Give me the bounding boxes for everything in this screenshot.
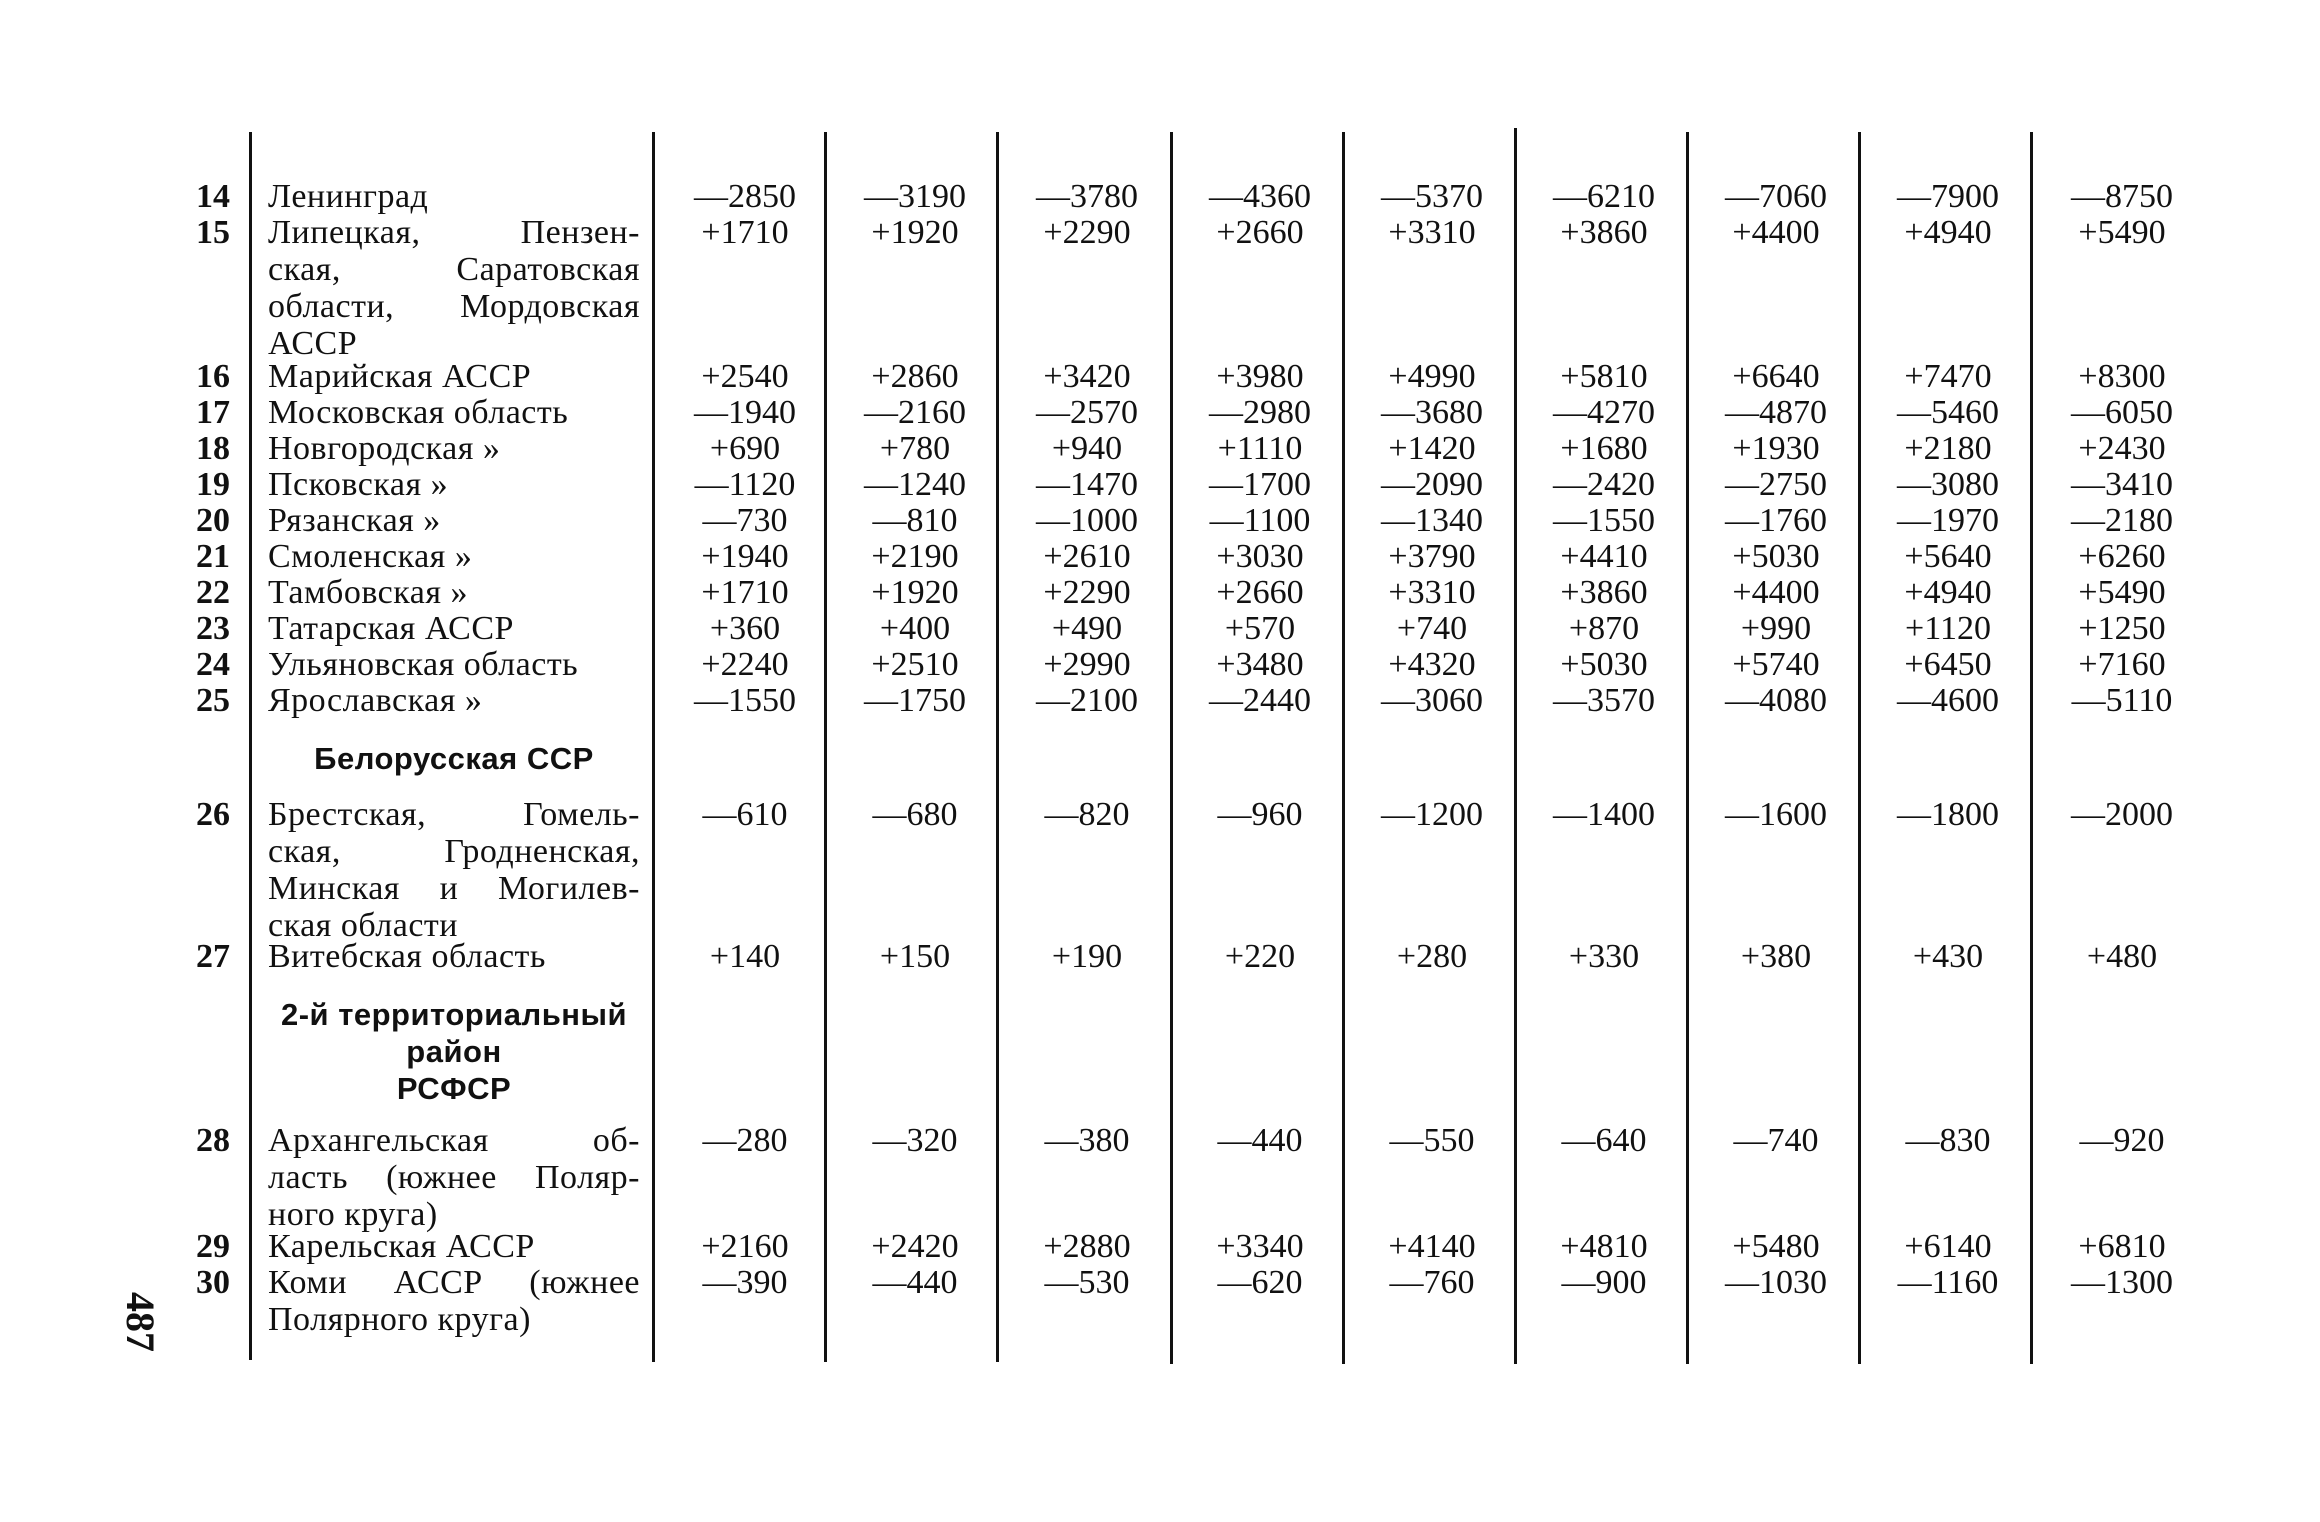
value-cell: —4600 bbox=[1897, 682, 1999, 719]
value-cell: +3860 bbox=[1560, 574, 1648, 611]
value-cell: +480 bbox=[2086, 938, 2158, 975]
value-cell: —2160 bbox=[864, 394, 966, 431]
value-cell: +140 bbox=[709, 938, 781, 975]
region-name bbox=[268, 502, 640, 539]
value-cell: —680 bbox=[872, 796, 958, 833]
region-name-line: Полярного круга) bbox=[268, 1301, 531, 1338]
value-cell: +2180 bbox=[1904, 430, 1992, 467]
value-cell: +2660 bbox=[1216, 214, 1304, 251]
section-heading bbox=[268, 996, 640, 1107]
value-cell: +2540 bbox=[701, 358, 789, 395]
value-cell: —1470 bbox=[1036, 466, 1138, 503]
row-number: 24 bbox=[196, 646, 230, 683]
value-cell: +7160 bbox=[2078, 646, 2166, 683]
value-cell: +6810 bbox=[2078, 1228, 2166, 1265]
value-cell: —2180 bbox=[2071, 502, 2173, 539]
value-cell: +740 bbox=[1396, 610, 1468, 647]
section-heading-line: Белорусская ССР bbox=[314, 741, 594, 776]
value-cell: +4140 bbox=[1388, 1228, 1476, 1265]
value-cell: —2570 bbox=[1036, 394, 1138, 431]
region-name-line: ская области bbox=[268, 907, 458, 944]
region-name bbox=[268, 682, 640, 719]
value-cell: +2660 bbox=[1216, 574, 1304, 611]
value-cell: —920 bbox=[2079, 1122, 2165, 1159]
value-cell: +1930 bbox=[1732, 430, 1820, 467]
value-cell: —550 bbox=[1389, 1122, 1475, 1159]
column-rule bbox=[1858, 132, 1861, 1364]
value-cell: —1200 bbox=[1381, 796, 1483, 833]
value-cell: —380 bbox=[1044, 1122, 1130, 1159]
value-cell: +5030 bbox=[1732, 538, 1820, 575]
value-cell: +190 bbox=[1051, 938, 1123, 975]
region-name bbox=[268, 538, 640, 575]
region-name-line: АССР bbox=[268, 325, 358, 362]
region-name-line: ласть (южнее Поляр- bbox=[268, 1159, 640, 1196]
value-cell: +3980 bbox=[1216, 358, 1304, 395]
column-rule bbox=[652, 132, 655, 1362]
value-cell: +5640 bbox=[1904, 538, 1992, 575]
row-number: 30 bbox=[196, 1264, 230, 1301]
value-cell: —2440 bbox=[1209, 682, 1311, 719]
value-cell: +5490 bbox=[2078, 574, 2166, 611]
region-name bbox=[268, 1122, 640, 1233]
region-name-line: Татарская АССР bbox=[268, 610, 514, 647]
region-name-line: Псковская » bbox=[268, 466, 449, 503]
region-name bbox=[268, 1264, 640, 1338]
region-name-line: ская, Гродненская, bbox=[268, 833, 640, 870]
value-cell: —1760 bbox=[1725, 502, 1827, 539]
value-cell: +400 bbox=[879, 610, 951, 647]
value-cell: —4270 bbox=[1553, 394, 1655, 431]
region-name bbox=[268, 646, 640, 683]
value-cell: +870 bbox=[1568, 610, 1640, 647]
section-heading-line: район bbox=[406, 1034, 502, 1069]
value-cell: —5460 bbox=[1897, 394, 1999, 431]
value-cell: +4410 bbox=[1560, 538, 1648, 575]
region-name-line: Липецкая, Пензен- bbox=[268, 214, 640, 251]
row-number: 15 bbox=[196, 214, 230, 251]
value-cell: +2420 bbox=[871, 1228, 959, 1265]
value-cell: —1240 bbox=[864, 466, 966, 503]
value-cell: +7470 bbox=[1904, 358, 1992, 395]
value-cell: +4400 bbox=[1732, 574, 1820, 611]
value-cell: —1340 bbox=[1381, 502, 1483, 539]
region-name bbox=[268, 610, 640, 647]
value-cell: +1250 bbox=[2078, 610, 2166, 647]
region-name bbox=[268, 358, 640, 395]
column-rule bbox=[824, 132, 827, 1362]
value-cell: +220 bbox=[1224, 938, 1296, 975]
value-cell: —2100 bbox=[1036, 682, 1138, 719]
value-cell: +8300 bbox=[2078, 358, 2166, 395]
value-cell: —830 bbox=[1905, 1122, 1991, 1159]
value-cell: —4080 bbox=[1725, 682, 1827, 719]
value-cell: —2000 bbox=[2071, 796, 2173, 833]
value-cell: —3570 bbox=[1553, 682, 1655, 719]
column-rule bbox=[1686, 132, 1689, 1364]
region-name-line: Минская и Могилев- bbox=[268, 870, 640, 907]
value-cell: +150 bbox=[879, 938, 951, 975]
value-cell: —640 bbox=[1561, 1122, 1647, 1159]
value-cell: +3790 bbox=[1388, 538, 1476, 575]
value-cell: —1550 bbox=[1553, 502, 1655, 539]
row-number: 22 bbox=[196, 574, 230, 611]
value-cell: —6050 bbox=[2071, 394, 2173, 431]
value-cell: +4990 bbox=[1388, 358, 1476, 395]
value-cell: +570 bbox=[1224, 610, 1296, 647]
value-cell: +1920 bbox=[871, 574, 959, 611]
value-cell: —440 bbox=[872, 1264, 958, 1301]
value-cell: —440 bbox=[1217, 1122, 1303, 1159]
region-name-line: ного круга) bbox=[268, 1196, 438, 1233]
row-number: 14 bbox=[196, 178, 230, 215]
value-cell: +280 bbox=[1396, 938, 1468, 975]
value-cell: —530 bbox=[1044, 1264, 1130, 1301]
value-cell: +780 bbox=[879, 430, 951, 467]
value-cell: —1750 bbox=[864, 682, 966, 719]
value-cell: —390 bbox=[702, 1264, 788, 1301]
row-number: 19 bbox=[196, 466, 230, 503]
region-name-line: Тамбовская » bbox=[268, 574, 469, 611]
value-cell: —2850 bbox=[694, 178, 796, 215]
region-name bbox=[268, 214, 640, 362]
value-cell: —2750 bbox=[1725, 466, 1827, 503]
value-cell: —8750 bbox=[2071, 178, 2173, 215]
value-cell: —900 bbox=[1561, 1264, 1647, 1301]
row-number: 20 bbox=[196, 502, 230, 539]
value-cell: —2420 bbox=[1553, 466, 1655, 503]
value-cell: —1600 bbox=[1725, 796, 1827, 833]
value-cell: +6140 bbox=[1904, 1228, 1992, 1265]
value-cell: —2090 bbox=[1381, 466, 1483, 503]
region-name bbox=[268, 938, 640, 975]
value-cell: +2240 bbox=[701, 646, 789, 683]
value-cell: +4400 bbox=[1732, 214, 1820, 251]
value-cell: —3680 bbox=[1381, 394, 1483, 431]
value-cell: +490 bbox=[1051, 610, 1123, 647]
row-number: 26 bbox=[196, 796, 230, 833]
value-cell: —320 bbox=[872, 1122, 958, 1159]
region-name-line: Рязанская » bbox=[268, 502, 441, 539]
value-cell: —810 bbox=[872, 502, 958, 539]
value-cell: +6260 bbox=[2078, 538, 2166, 575]
value-cell: +5740 bbox=[1732, 646, 1820, 683]
value-cell: —4870 bbox=[1725, 394, 1827, 431]
value-cell: +6640 bbox=[1732, 358, 1820, 395]
value-cell: +2860 bbox=[871, 358, 959, 395]
value-cell: +3030 bbox=[1216, 538, 1304, 575]
value-cell: +2430 bbox=[2078, 430, 2166, 467]
value-cell: —1400 bbox=[1553, 796, 1655, 833]
value-cell: +1120 bbox=[1905, 610, 1991, 647]
region-name bbox=[268, 796, 640, 944]
value-cell: —1120 bbox=[694, 466, 796, 503]
value-cell: +5490 bbox=[2078, 214, 2166, 251]
region-name-line: Коми АССР (южнее bbox=[268, 1264, 640, 1301]
column-rule bbox=[1342, 132, 1345, 1364]
value-cell: —1700 bbox=[1209, 466, 1311, 503]
value-cell: +3480 bbox=[1216, 646, 1304, 683]
value-cell: +5030 bbox=[1560, 646, 1648, 683]
value-cell: +4810 bbox=[1560, 1228, 1648, 1265]
value-cell: —1000 bbox=[1036, 502, 1138, 539]
value-cell: —7060 bbox=[1725, 178, 1827, 215]
value-cell: —3080 bbox=[1897, 466, 1999, 503]
value-cell: —6210 bbox=[1553, 178, 1655, 215]
value-cell: +4940 bbox=[1904, 214, 1992, 251]
value-cell: +5810 bbox=[1560, 358, 1648, 395]
region-name-line: Московская область bbox=[268, 394, 569, 431]
region-name bbox=[268, 394, 640, 431]
region-name-line: области, Мордовская bbox=[268, 288, 640, 325]
value-cell: —620 bbox=[1217, 1264, 1303, 1301]
row-number: 17 bbox=[196, 394, 230, 431]
value-cell: +1680 bbox=[1560, 430, 1648, 467]
value-cell: +360 bbox=[709, 610, 781, 647]
region-name-line: Марийская АССР bbox=[268, 358, 532, 395]
value-cell: —7900 bbox=[1897, 178, 1999, 215]
region-name bbox=[268, 1228, 640, 1265]
value-cell: —1160 bbox=[1897, 1264, 1999, 1301]
row-number: 16 bbox=[196, 358, 230, 395]
region-name bbox=[268, 178, 640, 215]
value-cell: —1800 bbox=[1897, 796, 1999, 833]
column-rule bbox=[1170, 132, 1173, 1364]
value-cell: —3410 bbox=[2071, 466, 2173, 503]
value-cell: +3340 bbox=[1216, 1228, 1304, 1265]
value-cell: —280 bbox=[702, 1122, 788, 1159]
value-cell: —610 bbox=[702, 796, 788, 833]
value-cell: —5370 bbox=[1381, 178, 1483, 215]
column-rule bbox=[1514, 128, 1517, 1364]
region-name-line: ская, Саратовская bbox=[268, 251, 640, 288]
row-number: 21 bbox=[196, 538, 230, 575]
row-number: 29 bbox=[196, 1228, 230, 1265]
value-cell: —1300 bbox=[2071, 1264, 2173, 1301]
value-cell: +3310 bbox=[1388, 574, 1476, 611]
value-cell: +2160 bbox=[701, 1228, 789, 1265]
value-cell: +1940 bbox=[701, 538, 789, 575]
value-cell: —1100 bbox=[1209, 502, 1311, 539]
value-cell: +3420 bbox=[1043, 358, 1131, 395]
value-cell: +1110 bbox=[1217, 430, 1303, 467]
value-cell: —3060 bbox=[1381, 682, 1483, 719]
section-heading-line: 2-й территориальный bbox=[280, 997, 628, 1032]
value-cell: +2510 bbox=[871, 646, 959, 683]
region-name-line: Карельская АССР bbox=[268, 1228, 535, 1265]
value-cell: —1940 bbox=[694, 394, 796, 431]
row-number: 28 bbox=[196, 1122, 230, 1159]
value-cell: +5480 bbox=[1732, 1228, 1820, 1265]
value-cell: —1030 bbox=[1725, 1264, 1827, 1301]
value-cell: +1920 bbox=[871, 214, 959, 251]
region-name bbox=[268, 574, 640, 611]
value-cell: —5110 bbox=[2071, 682, 2173, 719]
region-name bbox=[268, 466, 640, 503]
value-cell: —3190 bbox=[864, 178, 966, 215]
value-cell: —2980 bbox=[1209, 394, 1311, 431]
column-rule bbox=[2030, 132, 2033, 1364]
value-cell: +690 bbox=[709, 430, 781, 467]
row-number: 25 bbox=[196, 682, 230, 719]
value-cell: +2290 bbox=[1043, 214, 1131, 251]
value-cell: +2290 bbox=[1043, 574, 1131, 611]
value-cell: +2880 bbox=[1043, 1228, 1131, 1265]
section-heading bbox=[268, 740, 640, 777]
region-name-line: Смоленская » bbox=[268, 538, 473, 575]
row-number: 18 bbox=[196, 430, 230, 467]
column-rule bbox=[249, 132, 252, 1360]
region-name-line: Ярославская » bbox=[268, 682, 483, 719]
region-name-line: Новгородская » bbox=[268, 430, 501, 467]
column-rule bbox=[996, 132, 999, 1362]
value-cell: +1710 bbox=[701, 214, 789, 251]
page-number: 487 bbox=[118, 1292, 163, 1352]
value-cell: +2990 bbox=[1043, 646, 1131, 683]
value-cell: +430 bbox=[1912, 938, 1984, 975]
value-cell: +3310 bbox=[1388, 214, 1476, 251]
value-cell: +990 bbox=[1740, 610, 1812, 647]
region-name-line: Витебская область bbox=[268, 938, 546, 975]
value-cell: —3780 bbox=[1036, 178, 1138, 215]
row-number: 23 bbox=[196, 610, 230, 647]
value-cell: +4320 bbox=[1388, 646, 1476, 683]
section-heading-line: РСФСР bbox=[396, 1071, 512, 1106]
value-cell: +4940 bbox=[1904, 574, 1992, 611]
value-cell: —820 bbox=[1044, 796, 1130, 833]
value-cell: —1550 bbox=[694, 682, 796, 719]
region-name-line: Архангельская об- bbox=[268, 1122, 640, 1159]
value-cell: +3860 bbox=[1560, 214, 1648, 251]
region-name-line: Ульяновская область bbox=[268, 646, 579, 683]
region-name-line: Ленинград bbox=[268, 178, 429, 215]
value-cell: +330 bbox=[1568, 938, 1640, 975]
value-cell: +2610 bbox=[1043, 538, 1131, 575]
value-cell: +1710 bbox=[701, 574, 789, 611]
value-cell: +6450 bbox=[1904, 646, 1992, 683]
value-cell: +380 bbox=[1740, 938, 1812, 975]
value-cell: +2190 bbox=[871, 538, 959, 575]
region-name bbox=[268, 430, 640, 467]
value-cell: +940 bbox=[1051, 430, 1123, 467]
value-cell: —760 bbox=[1389, 1264, 1475, 1301]
value-cell: —4360 bbox=[1209, 178, 1311, 215]
value-cell: +1420 bbox=[1388, 430, 1476, 467]
value-cell: —730 bbox=[702, 502, 788, 539]
row-number: 27 bbox=[196, 938, 230, 975]
value-cell: —740 bbox=[1733, 1122, 1819, 1159]
region-name-line: Брестская, Гомель- bbox=[268, 796, 640, 833]
value-cell: —960 bbox=[1217, 796, 1303, 833]
value-cell: —1970 bbox=[1897, 502, 1999, 539]
